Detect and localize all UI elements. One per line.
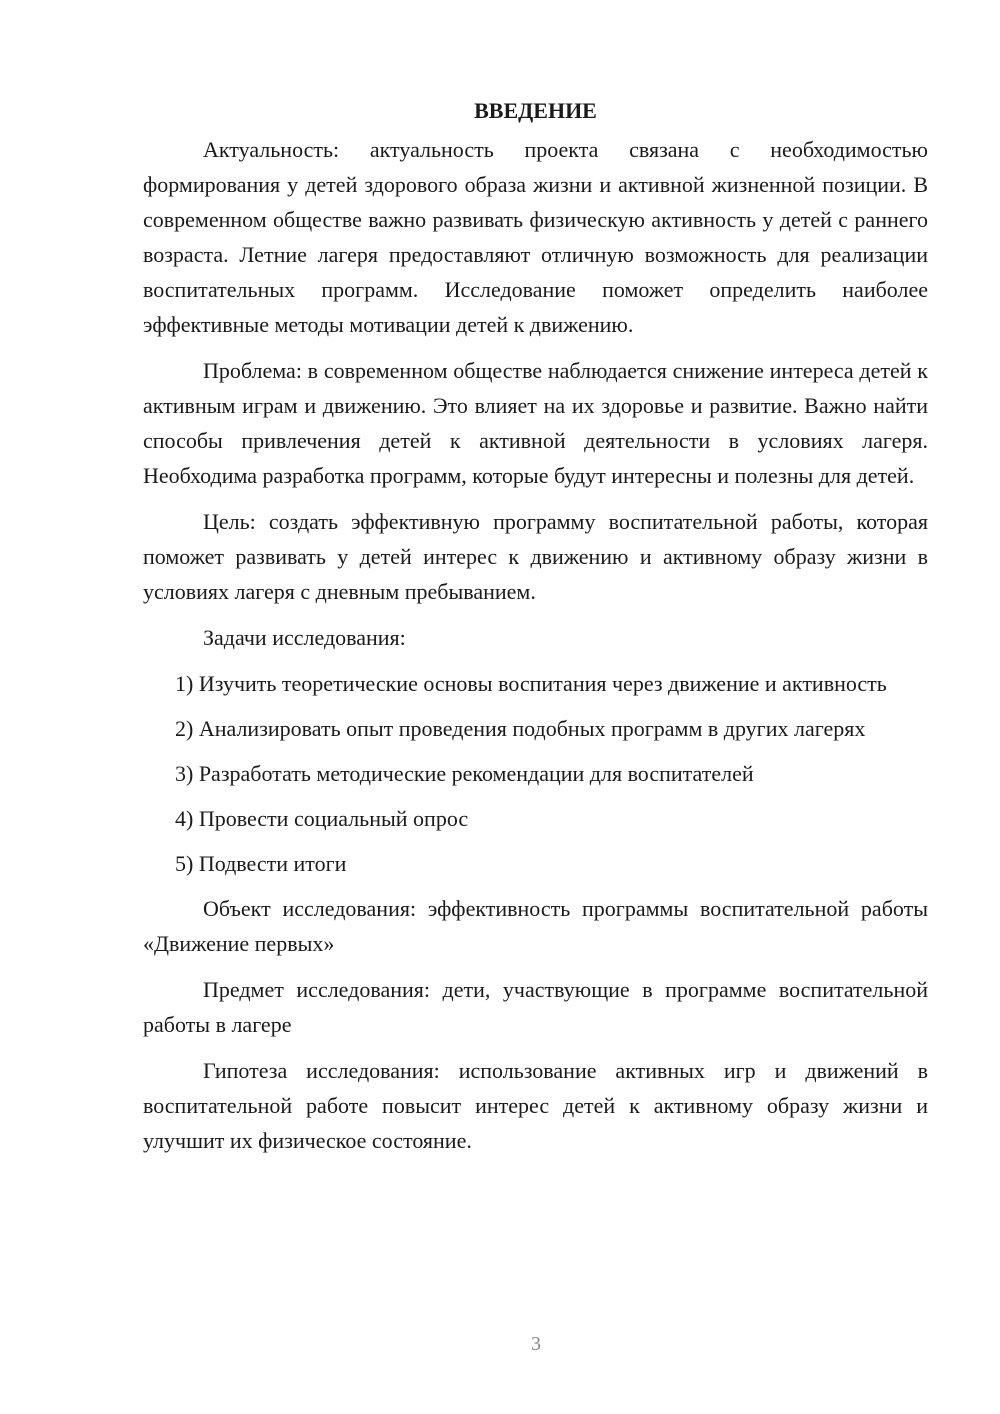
page-number: 3: [531, 1333, 541, 1355]
task-item-5: 5) Подвести итоги: [175, 851, 347, 876]
relevance-paragraph: Актуальность: актуальность проекта связана с необходимостью формирования у детей здорового образа жизни и активной жизненной позиции. В современном обществе важно развивать физическую активность у детей с раннего возраста. Летние лагеря предоставляют отличную возможность для реализации воспитательных программ. Исследование поможет определить наиболее эффективные методы мотивации детей к движению.: [143, 137, 928, 337]
subject-paragraph: Предмет исследования: дети, участвующие в программе воспитательной работы в лагере: [143, 977, 928, 1037]
section-title: ВВЕДЕНИЕ: [474, 98, 597, 123]
hypothesis-paragraph: Гипотеза исследования: использование активных игр и движений в воспитательной работе повысит интерес детей к активному образу жизни и улучшит их физическое состояние.: [143, 1058, 928, 1153]
problem-paragraph: Проблема: в современном обществе наблюдается снижение интереса детей к активным играм и движению. Это влияет на их здоровье и развитие. Важно найти способы привлечения детей к активной деятельности в условиях лагеря. Необходима разработка программ, которые будут интересны и полезны для детей.: [143, 358, 928, 488]
goal-paragraph: Цель: создать эффективную программу воспитательной работы, которая поможет развивать у детей интерес к движению и активному образу жизни в условиях лагеря с дневным пребыванием.: [143, 509, 928, 604]
task-item-2: 2) Анализировать опыт проведения подобных программ в других лагерях: [175, 716, 866, 741]
object-paragraph: Объект исследования: эффективность программы воспитательной работы «Движение первых»: [143, 896, 928, 956]
document-page: [143, 96, 928, 1158]
task-item-1: 1) Изучить теоретические основы воспитания через движение и активность: [175, 671, 887, 696]
task-item-3: 3) Разработать методические рекомендации для воспитателей: [175, 761, 754, 786]
task-item-4: 4) Провести социальный опрос: [175, 806, 469, 831]
tasks-heading: Задачи исследования:: [203, 625, 406, 650]
